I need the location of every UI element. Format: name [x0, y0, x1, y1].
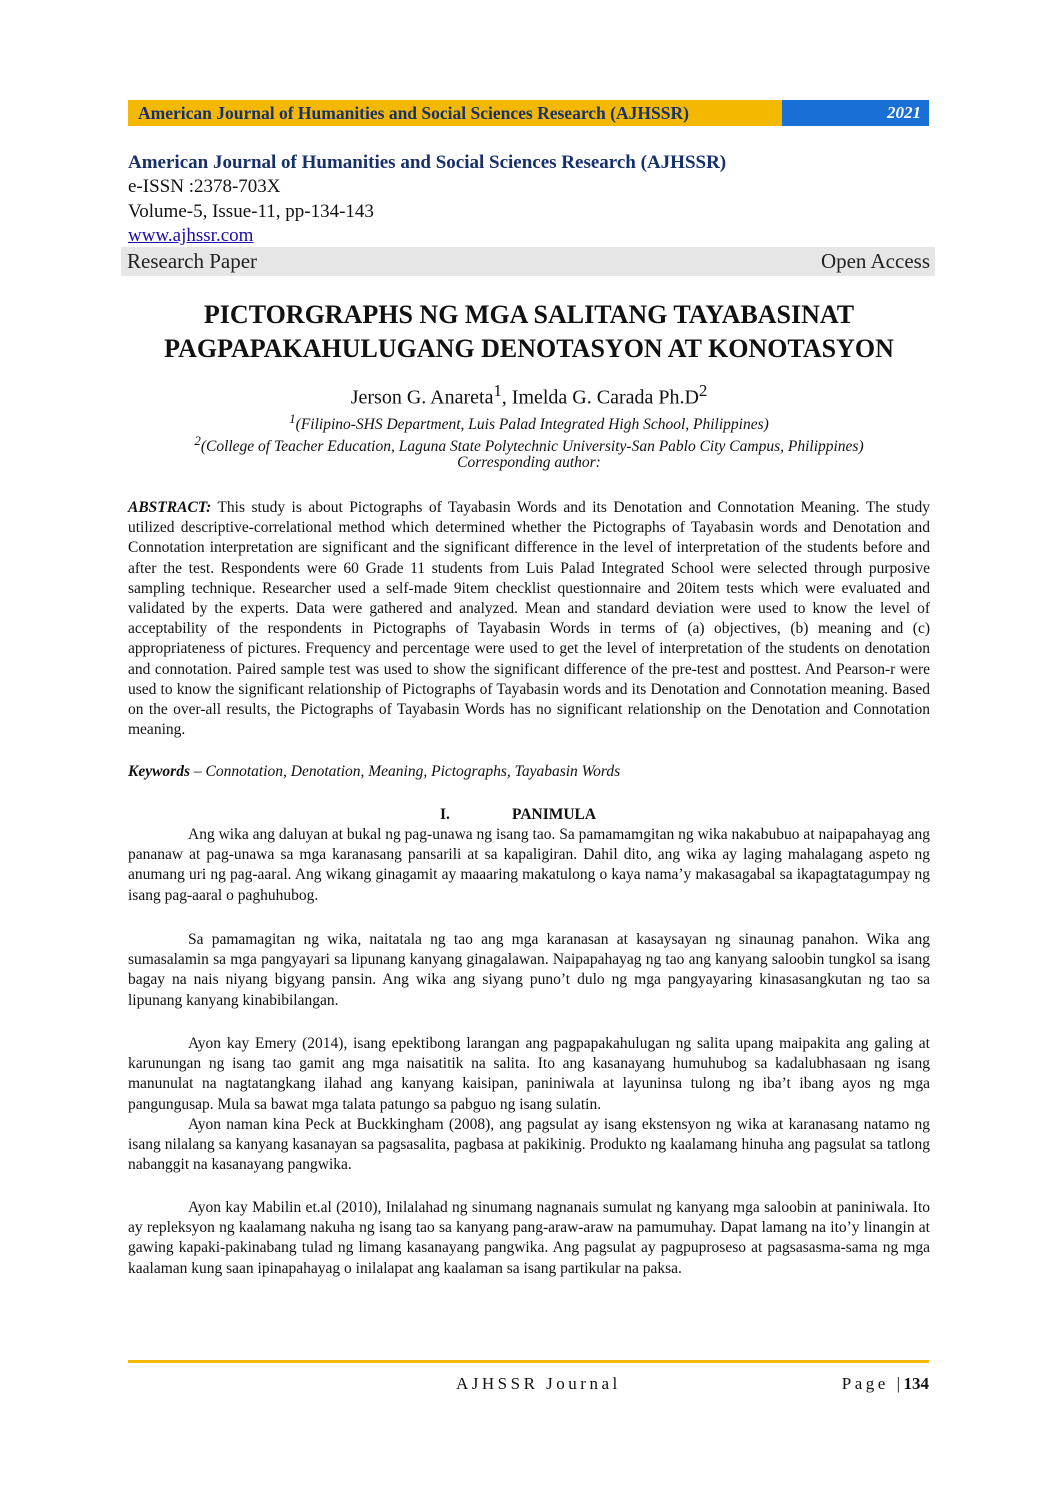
- eissn: e-ISSN :2378-703X: [128, 176, 281, 197]
- keywords-label: Keywords: [128, 763, 190, 780]
- footer-page-number: 134: [903, 1374, 929, 1393]
- footer-rule: [128, 1360, 929, 1363]
- affiliation-2-text: (College of Teacher Education, Laguna State Polytechnic University-San Pablo City Campus, Philippines): [200, 438, 864, 456]
- running-header-journal: American Journal of Humanities and Social Sciences Research (AJHSSR): [128, 100, 782, 126]
- body-paragraph: Sa pamamagitan ng wika, naitatala ng tao ang mga karanasan at kasaysayan ng sinaunag panahon. Wika ang sumasalamin sa mga pangyayari sa lipunang kanyang ginagalawan. Naipapahayag ng tao ang kanyang saloobin tungkol sa isang bagay na nais niyang bigyang pansin. Ang wika ang siyang puno’t dulo ng mga pangyayaring kinasasangkutan ng tao sa lipunang kanyang kinabibilangan.: [128, 931, 930, 1009]
- corresponding-author: Corresponding author:: [457, 454, 601, 471]
- affiliation-2: [100, 433, 958, 456]
- abstract: [128, 498, 930, 740]
- affiliation-1: [100, 411, 958, 434]
- volume-issue: Volume-5, Issue-11, pp-134-143: [128, 201, 374, 222]
- affiliation-1-text: (Filipino-SHS Department, Luis Palad Integrated High School, Philippines): [295, 416, 769, 434]
- author-1-sup: 1: [493, 381, 502, 400]
- paper-title: [100, 298, 958, 366]
- journal-name: American Journal of Humanities and Social Sciences Research (AJHSSR): [128, 152, 727, 173]
- author-list: [100, 381, 958, 410]
- footer-journal: AJHSSR Journal: [456, 1374, 621, 1393]
- keywords-text: – Connotation, Denotation, Meaning, Pictographs, Tayabasin Words: [190, 763, 621, 780]
- title-line-1: PICTORGRAPHS NG MGA SALITANG TAYABASINAT: [203, 300, 855, 329]
- paper-type: Research Paper: [127, 249, 258, 273]
- author-2: Imelda G. Carada Ph.D: [511, 386, 699, 409]
- section-title: PANIMULA: [512, 806, 597, 823]
- footer-page: [842, 1374, 929, 1394]
- body-paragraph: Ayon naman kina Peck at Buckkingham (2008), ang pagsulat ay isang ekstensyon ng wika at karanasang natamo ng isang nilalang sa kanyang kasanayan sa pagsasalita, pagbasa at pakikinig. Produkto ng kaalamang hinuha ang pagsulat sa tatlong nabanggit na kasanayang pangwika.: [128, 1116, 930, 1174]
- section-number: I.: [440, 806, 450, 823]
- author-1: Jerson G. Anareta: [350, 386, 494, 409]
- body-paragraph: Ang wika ang daluyan at bukal ng pag-unawa ng isang tao. Sa pamamamgitan ng wika nakabubuo at naipapahayag ang pananaw at pag-unawa sa mga karanasang pansarili at sa kapaligiran. Dahil dito, ang wika ay laging mahalagang aspeto ng anumang uri ng pag-aaral. Ang wikang ginagamit ay maaaring makatulong o kaya nama’y makasagabal sa ikapagtatagumpay ng isang pag-aaral o paghuhubog.: [128, 826, 930, 904]
- body-paragraph: Ayon kay Mabilin et.al (2010), Inilalahad ng sinumang nagnanais sumulat ng kanyang mga saloobin at paniniwala. Ito ay repleksyon ng kaalamang nakuha ng isang tao sa kanyang pang-araw-araw na pamumuhay. Dapat lamang na ito’y linangin at gawing kapaki-pakinabang tulad ng limang kasanayang pangwika. Ang pagsulat ay pagpuproseso at pagsasasma-sama ng mga kaalaman kung saan ipinapahayag o inilalapat ang kaalaman sa isang partikular na paksa.: [128, 1199, 930, 1277]
- paper-type-bar: [121, 247, 935, 276]
- keywords: [128, 763, 930, 781]
- footer-page-label: Page |: [841, 1374, 904, 1393]
- author-separator: ,: [501, 386, 512, 409]
- access-type: Open Access: [820, 249, 930, 273]
- affiliation-2-sup: 2: [194, 433, 201, 448]
- journal-url-link[interactable]: www.ajhssr.com: [128, 225, 254, 246]
- body-paragraph: Ayon kay Emery (2014), isang epektibong larangan ang pagpapakahulugan ng salita upang maipakita ang galing at karunungan ng isang tao gamit ang mga naisatitik na salita. Ito ang kasanayang humuhubog sa kadalubhasaan ng isang manunulat na nagtatangkang ilahad ang kanyang kaisipan, paniniwala at layuninsa tulong ng iba’t ibang ayos ng mga pangungusap. Mula sa bawat mga talata patungo sa pabguo ng isang sulatin.: [128, 1035, 930, 1113]
- running-header-year: 2021: [782, 100, 929, 126]
- author-2-sup: 2: [698, 381, 708, 400]
- title-line-2: PAGPAPAKAHULUGANG DENOTASYON AT KONOTASYON: [164, 334, 894, 363]
- affiliation-1-sup: 1: [289, 411, 296, 426]
- abstract-label: ABSTRACT:: [128, 499, 212, 516]
- running-header: [128, 100, 929, 126]
- abstract-text: This study is about Pictographs of Tayabasin Words and its Denotation and Connotation Meaning. The study utilized descriptive-correlational method which determined whether the Pictographs of Tayabasin words and Denotation and Connotation interpretation are significant and the significant difference in the level of interpretation of the students before and after the test. Respondents were 60 Grade 11 students from Luis Palad Integrated School were selected through purposive sampling technique. Researcher used a self-made 9item checklist questionnaire and 20item tests which were evaluated and validated by the experts. Data were gathered and analyzed. Mean and standard deviation were used to know the level of acceptability of the respondents in Pictographs of Tayabasin Words in terms of (a) objectives, (b) meaning and (c) appropriateness of pictures. Frequency and percentage were used to get the level of interpretation of the students on denotation and connotation. Paired sample test was used to show the significant difference of the pre-test and posttest. And Pearson-r were used to know the significant relationship of Pictographs of Tayabasin words and its Denotation and Connotation meaning. Based on the over-all results, the Pictographs of Tayabasin Words has no significant relationship on the Denotation and Connotation meaning.: [128, 499, 930, 739]
